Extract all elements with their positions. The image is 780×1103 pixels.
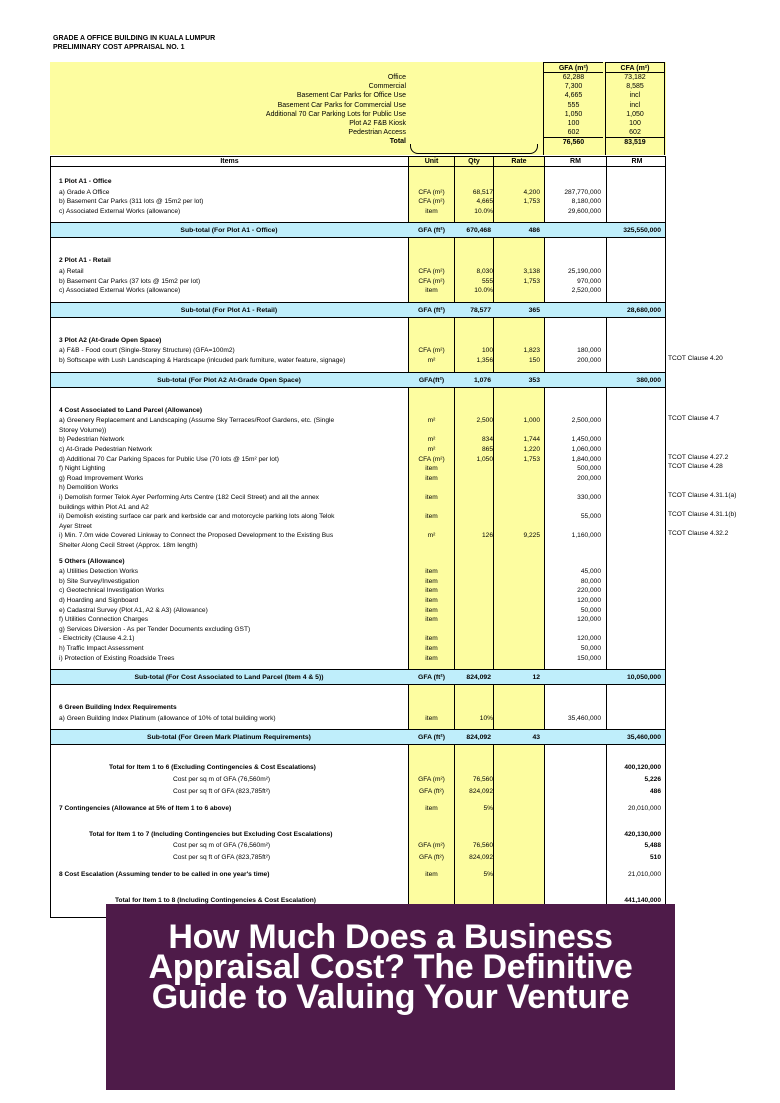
subtotal-row (51, 222, 666, 238)
item-unit: m² (427, 446, 436, 453)
item-qty: 865 (481, 446, 493, 453)
gfa-row-label: Additional 70 Car Parking Lots for Public Use (265, 110, 406, 118)
item-amount: 220,000 (577, 587, 601, 595)
subtotal-rate: 43 (532, 734, 540, 742)
item-description: buildings within Plot A1 and A2 (59, 503, 149, 511)
subtotal-rate: 365 (528, 306, 540, 314)
item-description: - Electricity (Clause 4.2.1) (59, 635, 135, 643)
item-amount: 50,000 (580, 645, 601, 652)
clause-note: TCOT Clause 4.32.2 (668, 530, 729, 538)
clause-note: TCOT Clause 4.31.1(a) (668, 492, 737, 499)
item-description: 1 Plot A1 - Office (59, 178, 112, 185)
subtotal-label: Sub-total (For Plot A2 At-Grade Open Space) (157, 376, 301, 384)
item-amount: 8,180,000 (571, 198, 601, 206)
item-amount: 200,000 (577, 357, 601, 364)
title-banner (106, 904, 675, 1090)
cfa-value: 602 (629, 129, 641, 137)
subtotal-qty: 1,076 (473, 376, 491, 384)
item-qty: 1,050 (476, 455, 493, 463)
item-amount: 1,060,000 (571, 446, 601, 453)
item-amount: 120,000 (577, 635, 601, 643)
item-unit: item (425, 513, 438, 521)
item-total: 5,226 (644, 776, 661, 783)
cfa-value: 8,585 (626, 83, 644, 91)
item-total: 510 (649, 853, 661, 861)
item-rate: 1,000 (523, 417, 540, 425)
item-unit: item (425, 597, 438, 604)
subtotal-row (51, 729, 666, 745)
gfa-row-label: Pedestrian Access (348, 129, 406, 137)
header-rm-total: RM (631, 158, 643, 165)
item-description: b) Basement Car Parks (37 lots @ 15m2 per lot) (59, 277, 201, 285)
item-description: a) Utilities Detection Works (59, 568, 139, 576)
gfa-row-label: Basement Car Parks for Commercial Use (277, 101, 406, 109)
banner-title: How Much Does a Business Appraisal Cost? The Definitive Guide to Valuing Your Venture (148, 918, 633, 1016)
item-qty: 10.0% (474, 287, 493, 295)
item-qty: 10.0% (474, 207, 493, 215)
item-unit: item (425, 805, 438, 812)
item-qty: 10% (479, 714, 493, 722)
item-description: 4 Cost Associated to Land Parcel (Allowance) (59, 406, 203, 414)
item-qty: 100 (481, 347, 493, 355)
item-description: d) Hoarding and Signboard (59, 597, 139, 604)
item-amount: 500,000 (577, 465, 601, 473)
item-qty: 5% (483, 805, 493, 812)
subtotal-amount: 380,000 (636, 376, 661, 384)
subtotal-row (51, 669, 666, 685)
gfa-summary (50, 62, 666, 155)
item-unit: CFA (m²) (418, 198, 445, 206)
item-amount: 150,000 (577, 654, 601, 662)
gfa-total-label: Total (389, 138, 406, 146)
item-description: c) Associated External Works (allowance) (59, 287, 181, 295)
subtotal-unit: GFA (ft²) (418, 227, 445, 235)
item-amount: 200,000 (577, 474, 601, 482)
item-total: 21,010,000 (627, 871, 661, 879)
item-amount: 50,000 (580, 606, 601, 614)
item-description: Total for Item 1 to 8 (Including Contingencies & Cost Escalation) (115, 896, 317, 904)
item-unit: CFA (m²) (418, 277, 445, 285)
item-unit: item (425, 494, 438, 501)
clause-note: TCOT Clause 4.31.1(b) (668, 511, 737, 519)
item-unit: item (425, 654, 438, 662)
item-rate: 1,744 (523, 436, 540, 444)
item-amount: 2,520,000 (571, 287, 601, 295)
item-amount: 1,160,000 (571, 532, 601, 540)
item-amount: 80,000 (580, 577, 601, 585)
item-qty: 5% (483, 871, 493, 879)
item-description: f) Utilities Connection Charges (59, 616, 149, 624)
item-rate: 1,753 (523, 455, 540, 463)
cfa-value: 73,182 (624, 74, 646, 81)
cfa-value: incl (629, 92, 641, 100)
gfa-labels (50, 73, 406, 147)
cost-table (50, 156, 666, 918)
clause-note: TCOT Clause 4.28 (668, 463, 723, 471)
item-total: 486 (649, 787, 661, 795)
item-amount: 330,000 (577, 494, 601, 501)
item-total: 400,120,000 (624, 764, 661, 772)
item-unit: item (425, 287, 438, 295)
header-items: Items (220, 158, 239, 165)
item-unit: item (425, 635, 438, 643)
cfa-value: 1,050 (626, 110, 644, 118)
item-unit: item (425, 616, 438, 624)
item-description: 2 Plot A1 - Retail (59, 257, 111, 265)
header-rm: RM (570, 158, 581, 165)
item-unit: item (425, 587, 438, 595)
item-amount: 970,000 (577, 277, 601, 285)
subtotal-amount: 325,550,000 (623, 227, 661, 235)
item-unit: GFA (ft²) (419, 853, 444, 861)
header-rate: Rate (511, 158, 527, 165)
item-amount: 35,460,000 (567, 714, 601, 722)
item-description: Cost per sq m of GFA (76,560m²) (173, 842, 271, 850)
subtotal-qty: 824,092 (466, 734, 491, 742)
item-description: Shelter Along Cecil Street (Approx. 18m length) (59, 542, 198, 549)
subtotal-rate: 486 (528, 227, 540, 235)
gfa-total-value: 76,560 (544, 137, 603, 147)
item-total: 420,130,000 (624, 830, 661, 838)
item-description: b) Basement Car Parks (311 lots @ 15m2 per lot) (59, 198, 204, 206)
item-total: 20,010,000 (627, 805, 661, 812)
gfa-column (543, 62, 603, 155)
subtotal-label: Sub-total (For Plot A1 - Office) (180, 227, 278, 235)
item-unit: item (425, 645, 438, 652)
item-description: Storey Volume)) (59, 426, 107, 434)
item-total: 5,488 (644, 842, 661, 850)
item-rate: 9,225 (523, 532, 540, 540)
subtotal-qty: 670,468 (466, 227, 491, 235)
item-description: c) Associated External Works (allowance) (59, 207, 181, 215)
item-description: 3 Plot A2 (At-Grade Open Space) (59, 336, 162, 344)
gfa-value: 62,288 (562, 74, 585, 81)
subtotal-unit: GFA(ft²) (418, 376, 445, 384)
item-amount: 55,000 (580, 513, 601, 521)
item-amount: 2,500,000 (571, 417, 601, 425)
header-qty: Qty (468, 158, 480, 165)
title-line-1: GRADE A OFFICE BUILDING IN KUALA LUMPUR (53, 35, 216, 42)
item-qty: 555 (481, 277, 493, 285)
item-qty: 1,356 (476, 357, 493, 364)
item-qty: 4,665 (476, 198, 493, 206)
subtotal-amount: 28,680,000 (626, 306, 661, 314)
item-description: a) Green Building Index Platinum (allowance of 10% of total building work) (59, 714, 276, 722)
subtotal-unit: GFA (ft²) (418, 306, 445, 314)
item-description: g) Services Diversion - As per Tender Documents excluding GST) (59, 625, 251, 633)
item-description: 7 Contingencies (Allowance at 5% of Item 1 to 6 above) (59, 805, 232, 812)
subtotal-row (51, 302, 666, 318)
subtotal-unit: GFA (ft²) (418, 734, 445, 742)
subtotal-amount: 10,050,000 (626, 674, 661, 682)
item-description: Ayer Street (59, 522, 92, 530)
divider (606, 157, 607, 917)
item-description: c) Geotechnical Investigation Works (59, 587, 165, 595)
item-unit: m² (427, 357, 436, 364)
gfa-row-label: Basement Car Parks for Office Use (296, 92, 406, 100)
item-unit: item (425, 871, 438, 879)
clause-note: TCOT Clause 4.20 (668, 355, 723, 362)
item-description: a) Greenery Replacement and Landscaping (Assume Sky Terraces/Roof Gardens, etc. (Single (59, 417, 335, 425)
item-amount: 29,600,000 (567, 207, 601, 215)
item-description: b) Site Survey/Investigation (59, 577, 140, 585)
item-qty: 76,560 (472, 842, 493, 850)
header-unit: Unit (424, 158, 439, 165)
item-amount: 180,000 (577, 347, 601, 355)
item-unit: CFA (m²) (418, 188, 445, 196)
item-unit: item (425, 207, 438, 215)
item-unit: item (425, 606, 438, 614)
item-description: f) Night Lighting (59, 465, 106, 473)
item-amount: 25,190,000 (567, 268, 601, 275)
gfa-row-label: Commercial (368, 83, 406, 91)
item-description: a) Retail (59, 268, 84, 275)
subtotal-unit: GFA (ft²) (418, 674, 445, 682)
subtotal-label: Sub-total (For Cost Associated to Land Parcel (Item 4 & 5)) (134, 674, 324, 682)
item-unit: GFA (m²) (418, 776, 445, 783)
item-description: d) Additional 70 Car Parking Spaces for Public Use (70 lots @ 15m² per lot) (59, 455, 279, 463)
item-unit: GFA (ft²) (419, 787, 444, 795)
item-description: Total for Item 1 to 7 (Including Contingencies but Excluding Cost Escalations) (89, 830, 333, 838)
item-unit: item (425, 465, 438, 473)
subtotal-qty: 824,092 (466, 674, 491, 682)
item-description: b) Pedestrian Network (59, 436, 125, 444)
item-description: c) At-Grade Pedestrian Network (59, 446, 153, 453)
item-qty: 834 (481, 436, 493, 444)
item-description: b) Softscape with Lush Landscaping & Hardscape (inlcuded park furniture, water feature, signage) (59, 357, 346, 364)
item-qty: 824,092 (469, 853, 493, 861)
item-description: 8 Cost Escalation (Assuming tender to be called in one year's time) (59, 871, 270, 879)
item-description: a) F&B - Food court (Single-Storey Structure) (GFA=100m2) (59, 347, 235, 355)
item-description: ii) Demolish existing surface car park and kerbside car and motorcycle parking lots along Telok (59, 513, 335, 521)
item-unit: item (425, 474, 438, 482)
item-description: Cost per sq ft of GFA (823,785ft²) (173, 853, 271, 861)
gfa-value: 7,300 (564, 83, 583, 91)
clause-note: TCOT Clause 4.27.2 (668, 453, 729, 461)
item-amount: 120,000 (577, 597, 601, 604)
gfa-row-label: Office (387, 74, 406, 81)
subtotal-label: Sub-total (For Plot A1 - Retail) (180, 306, 278, 314)
item-rate: 4,200 (523, 188, 540, 196)
table-header (51, 157, 666, 167)
item-description: i) Protection of Existing Roadside Trees (59, 654, 175, 662)
gfa-row-label: Plot A2 F&B Kiosk (349, 120, 406, 128)
title-line-2: PRELIMINARY COST APPRAISAL NO. 1 (53, 44, 185, 51)
item-amount: 120,000 (577, 616, 601, 624)
item-unit: m² (427, 436, 436, 444)
item-qty: 126 (481, 532, 493, 540)
subtotal-rate: 353 (528, 376, 540, 384)
item-unit: CFA (m²) (418, 347, 445, 355)
gfa-value: 602 (567, 129, 580, 137)
item-total: 441,140,000 (624, 896, 661, 904)
subtotal-label: Sub-total (For Green Mark Platinum Requirements) (147, 734, 311, 742)
item-unit: m² (427, 532, 436, 540)
subtotal-amount: 35,460,000 (626, 734, 661, 742)
divider (493, 157, 494, 917)
item-amount: 1,450,000 (571, 436, 601, 444)
item-description: h) Traffic Impact Assessment (59, 645, 144, 652)
item-description: 6 Green Building Index Requirements (59, 704, 177, 712)
item-amount: 45,000 (580, 568, 601, 576)
item-description: Total for Item 1 to 6 (Excluding Contingencies & Cost Escalations) (109, 764, 316, 772)
item-qty: 8,030 (476, 268, 493, 275)
item-unit: m² (427, 417, 436, 425)
item-unit: item (425, 568, 438, 576)
item-amount: 1,840,000 (571, 455, 601, 463)
cfa-column (605, 62, 665, 155)
item-description: i) Min. 7.0m wide Covered Linkway to Connect the Proposed Development to the Existing Bus (59, 532, 334, 540)
cfa-header: CFA (m²) (606, 62, 664, 73)
item-unit: GFA (m²) (418, 842, 445, 850)
item-rate: 1,753 (523, 277, 540, 285)
subtotal-rate: 12 (532, 674, 540, 682)
item-rate: 1,753 (523, 198, 540, 206)
item-description: Cost per sq m of GFA (76,560m²) (173, 776, 271, 783)
gfa-value: 1,050 (564, 110, 583, 118)
item-rate: 1,220 (523, 446, 540, 453)
gfa-header: GFA (m²) (544, 62, 603, 73)
item-unit: item (425, 714, 438, 722)
gfa-value: 100 (567, 120, 580, 128)
document-title (53, 34, 215, 52)
item-qty: 76,560 (472, 776, 493, 783)
subtotal-row (51, 372, 666, 388)
item-description: h) Demolition Works (59, 484, 119, 492)
item-description: i) Demolish former Telok Ayer Performing Arts Centre (182 Cecil Street) and all the annex (59, 494, 319, 501)
gfa-value: 555 (567, 101, 580, 109)
item-unit: item (425, 577, 438, 585)
item-amount: 287,770,000 (564, 188, 601, 196)
item-qty: 2,500 (476, 417, 493, 425)
item-description: a) Grade A Office (59, 188, 110, 196)
clause-note: TCOT Clause 4.7 (668, 415, 720, 423)
item-description: 5 Others (Allowance) (59, 557, 125, 565)
cfa-value: incl (629, 101, 641, 109)
gfa-value: 4,665 (564, 92, 583, 100)
item-rate: 150 (528, 357, 540, 364)
item-qty: 68,517 (472, 188, 493, 196)
brace-decoration (410, 144, 538, 154)
item-qty: 824,092 (469, 787, 493, 795)
item-description: Cost per sq ft of GFA (823,785ft²) (173, 787, 271, 795)
item-description: e) Cadastral Survey (Plot A1, A2 & A3) (Allowance) (59, 606, 208, 614)
item-rate: 1,823 (523, 347, 540, 355)
item-rate: 3,138 (523, 268, 540, 275)
item-unit: CFA (m²) (418, 268, 445, 275)
cfa-value: 100 (629, 120, 641, 128)
subtotal-qty: 78,577 (470, 306, 491, 314)
item-description: g) Road Improvement Works (59, 474, 144, 482)
cfa-total-value: 83,519 (606, 137, 664, 147)
item-unit: CFA (m²) (418, 455, 445, 463)
